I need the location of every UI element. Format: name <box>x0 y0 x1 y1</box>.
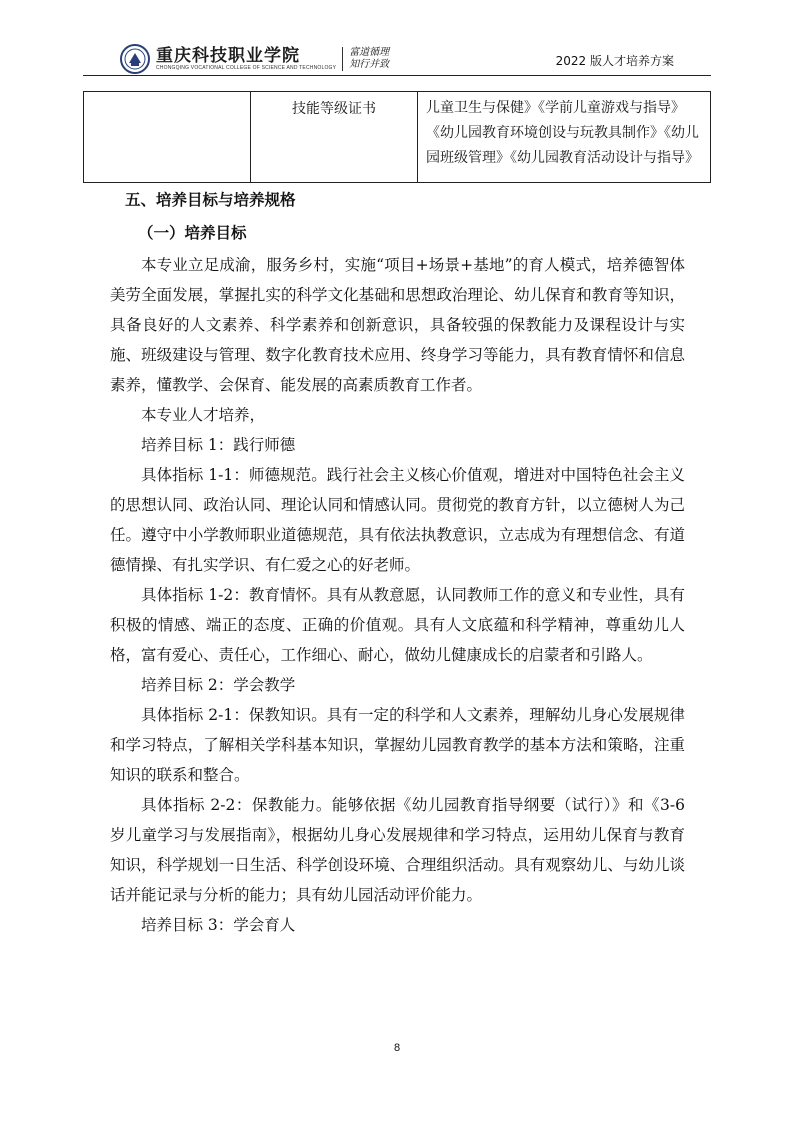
page-header <box>0 0 794 80</box>
motto-line-1: 富道循理 <box>349 47 390 58</box>
subsection-heading: （一）培养目标 <box>138 224 247 242</box>
table-cell-empty <box>84 92 251 183</box>
paragraph: 具体指标 1-2：教育情怀。具有从教意愿，认同教师工作的意义和专业性，具有积极的情感、端正的态度、正确的价值观。具有人文底蕴和科学精神，尊重幼儿人格，富有爱心、责任心，工作细心、耐心，做幼儿健康成长的启蒙者和引路人。 <box>110 586 685 664</box>
school-name-en: CHONGQING VOCATIONAL COLLEGE OF SCIENCE AND TECHNOLOGY <box>156 64 337 71</box>
page-number: 8 <box>393 1042 401 1054</box>
paragraph: 具体指标 1-1：师德规范。践行社会主义核心价值观，增进对中国特色社会主义的思想认同、政治认同、理论认同和情感认同。贯彻党的教育方针，以立德树人为己任。遵守中小学教师职业道德规范，具有依法执教意识，立志成为有理想信念、有道德情操、有扎实学识、有仁爱之心的好老师。 <box>110 466 685 574</box>
certificate-table <box>83 91 711 183</box>
school-emblem-icon <box>120 44 150 74</box>
paragraph: 本专业立足成渝，服务乡村，实施“项目+场景+基地”的育人模式，培养德智体美劳全面发展，掌握扎实的科学文化基础和思想政治理论、幼儿保育和教育等知识，具备良好的人文素养、科学素养和创新意识，具备较强的保教能力及课程设计与实施、班级建设与管理、数字化教育技术应用、终身学习等能力，具有教育情怀和信息素养，懂教学、会保育、能发展的高素质教育工作者。 <box>110 256 685 394</box>
paragraph: 具体指标 2-2：保教能力。能够依据《幼儿园教育指导纲要（试行）》和《3-6 岁儿童学习与发展指南》，根据幼儿身心发展规律和学习特点，运用幼儿保育与教育知识，科学规划一日生活、科学创设环境、合理组织活动。具有观察幼儿、与幼儿谈话并能记录与分析的能力；具有幼儿园活动评价能力。 <box>110 796 685 904</box>
table-cell-course-list: 儿童卫生与保健》《学前儿童游戏与指导》《幼儿园教育环境创设与玩教具制作》《幼儿园班级管理》《幼儿园教育活动设计与指导》 <box>418 92 711 183</box>
paragraph: 本专业人才培养， <box>141 406 266 424</box>
goal-heading: 培养目标 1：践行师德 <box>141 436 296 454</box>
paragraph: 具体指标 2-1：保教知识。具有一定的科学和人文素养，理解幼儿身心发展规律和学习特点，了解相关学科基本知识，掌握幼儿园教育教学的基本方法和策略，注重知识的联系和整合。 <box>110 706 685 784</box>
header-divider <box>83 75 711 76</box>
school-name-cn: 重庆科技职业学院 <box>156 45 300 66</box>
goal-heading: 培养目标 3：学会育人 <box>141 916 296 934</box>
document-title: 2022 版人才培养方案 <box>555 54 674 68</box>
goal-heading: 培养目标 2：学会教学 <box>141 676 296 694</box>
table-cell-cert-type: 技能等级证书 <box>251 92 418 183</box>
motto-line-2: 知行并致 <box>349 59 390 70</box>
main-content <box>110 184 685 940</box>
section-heading: 五、培养目标与培养规格 <box>125 191 296 209</box>
school-logo-group <box>120 44 389 74</box>
school-motto <box>342 47 389 71</box>
table-row <box>84 92 711 183</box>
